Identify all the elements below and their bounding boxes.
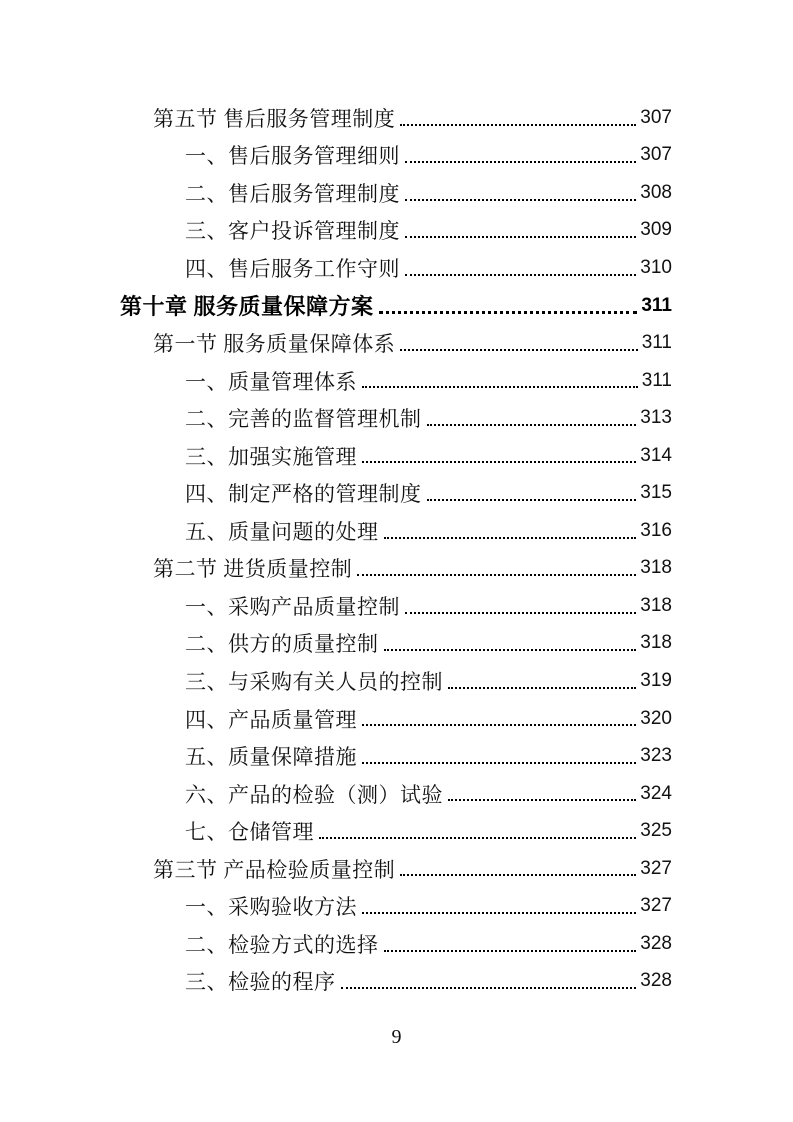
toc-entry-label: 一、质量管理体系 bbox=[185, 369, 357, 394]
dot-leader bbox=[405, 274, 636, 276]
toc-entry-label: 二、完善的监督管理机制 bbox=[185, 407, 422, 432]
toc-entry-label: 四、制定严格的管理制度 bbox=[185, 482, 422, 507]
dot-leader bbox=[448, 799, 636, 801]
dot-leader bbox=[319, 837, 636, 839]
toc-entry-label: 四、售后服务工作守则 bbox=[185, 256, 400, 281]
toc-entry bbox=[120, 662, 672, 700]
toc-entry bbox=[120, 324, 672, 362]
dot-leader bbox=[427, 499, 637, 501]
dot-leader bbox=[362, 724, 636, 726]
toc-entry bbox=[120, 174, 672, 212]
dot-leader bbox=[379, 311, 638, 314]
toc-entry-page: 307 bbox=[640, 106, 672, 128]
toc-entry-page: 314 bbox=[640, 444, 672, 466]
dot-leader bbox=[362, 762, 636, 764]
toc-entry-label: 二、售后服务管理制度 bbox=[185, 181, 400, 206]
toc-entry-page: 328 bbox=[640, 932, 672, 954]
toc-entry-page: 318 bbox=[640, 594, 672, 616]
dot-leader bbox=[362, 912, 636, 914]
toc-entry bbox=[120, 700, 672, 738]
dot-leader bbox=[384, 649, 637, 651]
toc-entry-page: 311 bbox=[641, 369, 672, 391]
toc-entry-label: 六、产品的检验（测）试验 bbox=[185, 782, 443, 807]
toc-entry-page: 325 bbox=[640, 820, 672, 842]
toc-entry bbox=[120, 212, 672, 250]
toc-entry-page: 320 bbox=[640, 707, 672, 729]
dot-leader bbox=[400, 874, 636, 876]
dot-leader bbox=[357, 574, 636, 576]
toc-entry-page: 316 bbox=[640, 519, 672, 541]
toc-entry-label: 五、质量保障措施 bbox=[185, 745, 357, 770]
toc-entry-page: 319 bbox=[640, 669, 672, 691]
toc-entry-label: 五、质量问题的处理 bbox=[185, 519, 379, 544]
toc-entry bbox=[120, 737, 672, 775]
toc-entry bbox=[120, 963, 672, 1001]
toc-entry bbox=[120, 887, 672, 925]
toc-entry-label: 第五节 售后服务管理制度 bbox=[153, 106, 396, 131]
toc-entry-label: 一、采购产品质量控制 bbox=[185, 594, 400, 619]
toc-entry-label: 一、采购验收方法 bbox=[185, 895, 357, 920]
toc-entry bbox=[120, 249, 672, 287]
toc-entry bbox=[120, 550, 672, 588]
toc-entry-page: 315 bbox=[640, 482, 672, 504]
toc-entry bbox=[120, 812, 672, 850]
toc-entry bbox=[120, 474, 672, 512]
dot-leader bbox=[405, 236, 636, 238]
toc-entry-page: 311 bbox=[641, 332, 672, 354]
toc-entry bbox=[120, 399, 672, 437]
toc-entry-page: 328 bbox=[640, 970, 672, 992]
toc-entry-page: 323 bbox=[640, 745, 672, 767]
dot-leader bbox=[405, 199, 636, 201]
toc-entry-label: 三、检验的程序 bbox=[185, 970, 336, 995]
toc-entry bbox=[120, 625, 672, 663]
toc-entry-label: 三、加强实施管理 bbox=[185, 444, 357, 469]
toc-entry bbox=[120, 775, 672, 813]
toc-entry-page: 308 bbox=[640, 181, 672, 203]
toc-entry bbox=[120, 850, 672, 888]
toc-entry-page: 313 bbox=[640, 407, 672, 429]
toc-entry-label: 三、与采购有关人员的控制 bbox=[185, 669, 443, 694]
toc-entry-label: 三、客户投诉管理制度 bbox=[185, 219, 400, 244]
toc-entry-label: 四、产品质量管理 bbox=[185, 707, 357, 732]
toc-entry bbox=[120, 99, 672, 137]
dot-leader bbox=[405, 161, 636, 163]
dot-leader bbox=[341, 987, 637, 989]
toc-entry-label: 二、供方的质量控制 bbox=[185, 632, 379, 657]
dot-leader bbox=[400, 349, 637, 351]
toc-entry-page: 309 bbox=[640, 219, 672, 241]
dot-leader bbox=[400, 124, 636, 126]
toc-entry-page: 307 bbox=[640, 144, 672, 166]
toc-entry-label: 第十章 服务质量保障方案 bbox=[120, 294, 374, 319]
toc-entry-label: 二、检验方式的选择 bbox=[185, 932, 379, 957]
dot-leader bbox=[362, 461, 636, 463]
toc-entry-page: 318 bbox=[640, 632, 672, 654]
dot-leader bbox=[384, 950, 637, 952]
toc-entry-label: 第二节 进货质量控制 bbox=[153, 557, 353, 582]
toc-entry-page: 324 bbox=[640, 782, 672, 804]
page-number: 9 bbox=[391, 1026, 402, 1048]
toc-entry-page: 318 bbox=[640, 557, 672, 579]
toc-entry-page: 327 bbox=[640, 857, 672, 879]
dot-leader bbox=[384, 537, 637, 539]
toc-entry bbox=[120, 137, 672, 175]
dot-leader bbox=[362, 386, 638, 388]
toc-entry-label: 第一节 服务质量保障体系 bbox=[153, 332, 396, 357]
toc-entry bbox=[120, 512, 672, 550]
table-of-contents bbox=[120, 99, 672, 1000]
toc-entry-page: 311 bbox=[641, 294, 672, 316]
toc-entry bbox=[120, 925, 672, 963]
toc-entry-page: 327 bbox=[640, 895, 672, 917]
toc-entry-label: 七、仓储管理 bbox=[185, 820, 314, 845]
toc-entry bbox=[120, 437, 672, 475]
dot-leader bbox=[448, 687, 636, 689]
toc-entry bbox=[120, 287, 672, 325]
toc-entry-page: 310 bbox=[640, 256, 672, 278]
toc-entry bbox=[120, 587, 672, 625]
toc-entry-label: 第三节 产品检验质量控制 bbox=[153, 857, 396, 882]
toc-entry-label: 一、售后服务管理细则 bbox=[185, 144, 400, 169]
dot-leader bbox=[405, 612, 636, 614]
toc-entry bbox=[120, 362, 672, 400]
dot-leader bbox=[427, 424, 637, 426]
